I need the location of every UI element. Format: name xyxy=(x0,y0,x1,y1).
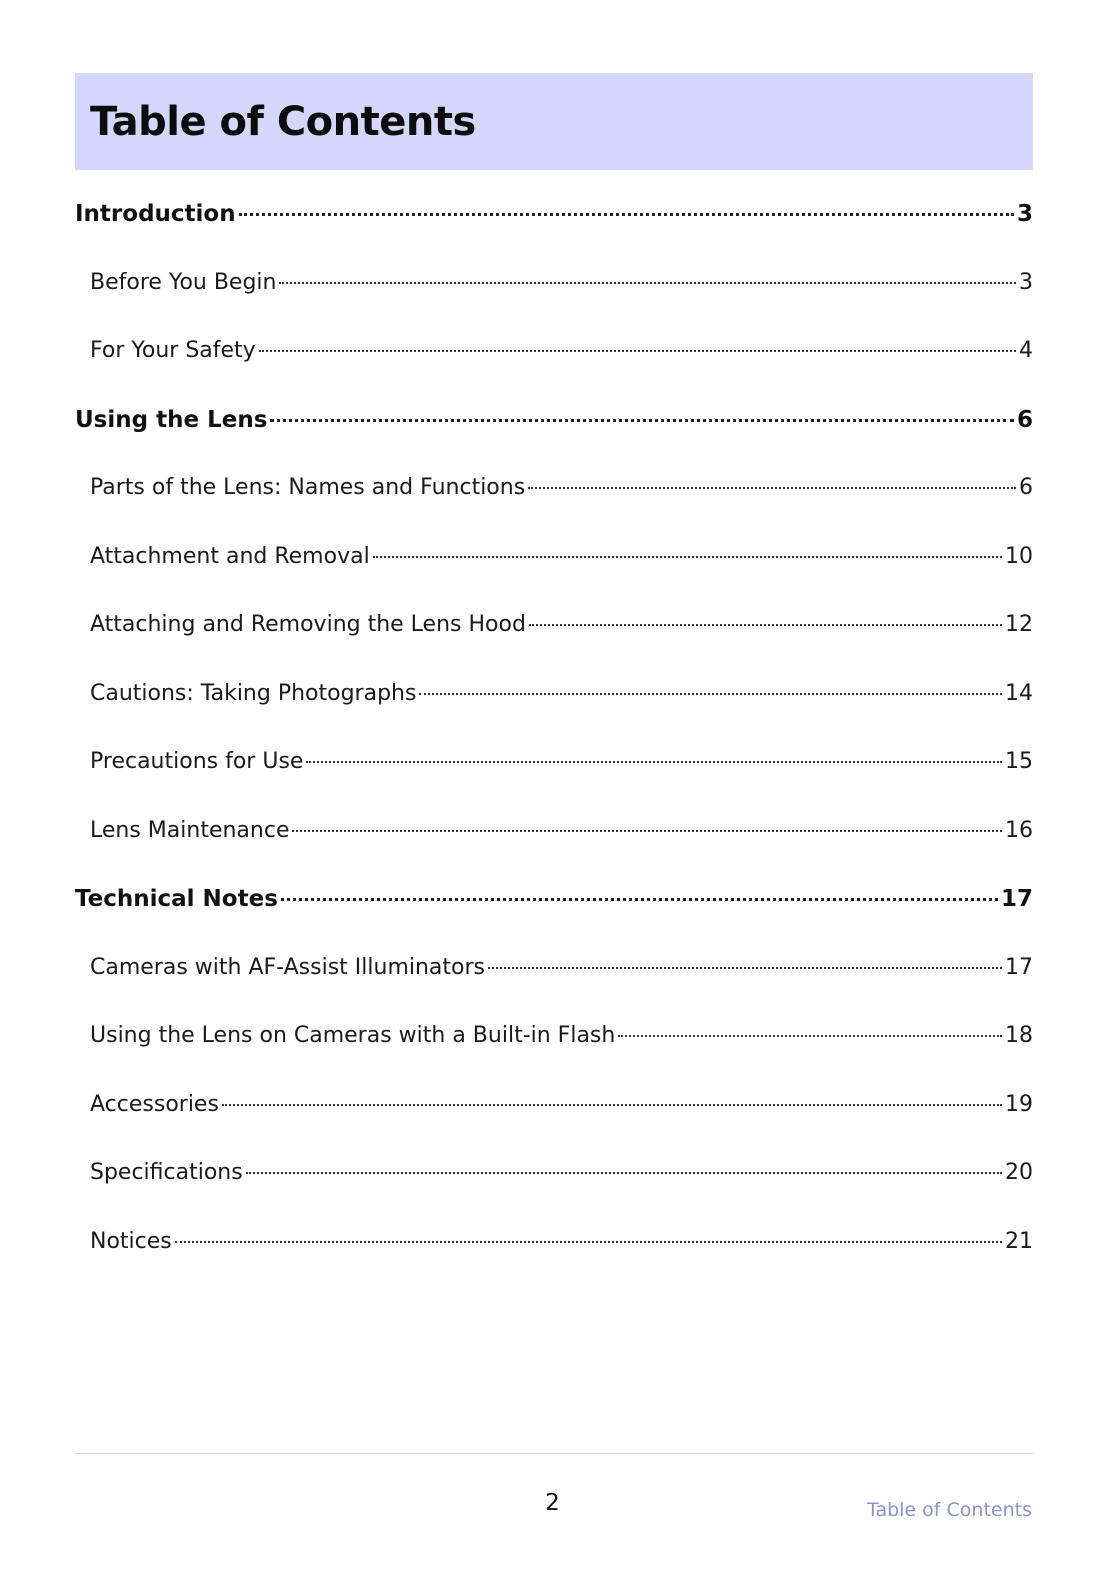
toc-page-number: 17 xyxy=(1005,954,1033,980)
toc-item-af-assist-illuminators[interactable] xyxy=(75,944,1033,1013)
dot-leader xyxy=(373,556,1002,558)
toc-page-number: 3 xyxy=(1019,269,1033,295)
toc-item-label: Before You Begin xyxy=(90,269,277,295)
toc-page-number: 6 xyxy=(1019,475,1033,500)
toc-item-label: Using the Lens on Cameras with a Built-in Flash xyxy=(90,1023,616,1048)
dot-leader xyxy=(259,350,1016,352)
dot-leader xyxy=(292,830,1002,832)
toc-item-label: Lens Maintenance xyxy=(90,817,290,843)
toc-item-label: Attaching and Removing the Lens Hood xyxy=(90,612,526,637)
footer-page-number: 2 xyxy=(545,1490,560,1516)
toc-item-label: Attachment and Removal xyxy=(90,543,370,569)
dot-leader xyxy=(175,1241,1002,1243)
title-band xyxy=(75,73,1033,170)
toc-item-attachment-and-removal[interactable] xyxy=(75,533,1033,602)
toc-page-number: 21 xyxy=(1005,1228,1033,1254)
dot-leader xyxy=(529,624,1002,626)
toc-item-lens-maintenance[interactable] xyxy=(75,807,1033,876)
toc-section-using-the-lens[interactable] xyxy=(75,396,1033,465)
footer-divider xyxy=(75,1453,1033,1454)
toc-item-label: Specifications xyxy=(90,1160,243,1185)
toc-item-label: Cameras with AF-Assist Illuminators xyxy=(90,954,486,980)
toc-item-cautions-taking-photographs[interactable] xyxy=(75,670,1033,739)
dot-leader xyxy=(246,1172,1002,1174)
dot-leader xyxy=(222,1104,1002,1106)
dot-leader xyxy=(270,419,1014,422)
toc-section-technical-notes[interactable] xyxy=(75,875,1033,944)
toc-item-parts-of-the-lens[interactable] xyxy=(75,464,1033,533)
toc-item-label: Notices xyxy=(90,1228,172,1254)
dot-leader xyxy=(528,487,1016,489)
dot-leader xyxy=(239,213,1014,216)
toc-item-label: Cautions: Taking Photographs xyxy=(90,680,417,706)
page-title: Table of Contents xyxy=(90,98,476,145)
toc-page-number: 6 xyxy=(1016,406,1033,433)
dot-leader xyxy=(419,693,1002,695)
table-of-contents xyxy=(75,190,1033,1286)
toc-item-built-in-flash[interactable] xyxy=(75,1012,1033,1081)
toc-page-number: 10 xyxy=(1005,543,1033,569)
toc-page-number: 12 xyxy=(1005,612,1033,637)
toc-page-number: 20 xyxy=(1005,1160,1033,1185)
toc-item-accessories[interactable] xyxy=(75,1081,1033,1150)
toc-section-label: Technical Notes xyxy=(75,886,278,912)
toc-page-number: 19 xyxy=(1005,1091,1033,1117)
toc-section-label: Introduction xyxy=(75,201,236,227)
toc-page-number: 16 xyxy=(1005,817,1033,843)
toc-page-number: 4 xyxy=(1019,338,1033,363)
toc-page-number: 17 xyxy=(1000,886,1033,912)
toc-item-for-your-safety[interactable] xyxy=(75,327,1033,396)
toc-item-specifications[interactable] xyxy=(75,1149,1033,1218)
dot-leader xyxy=(279,282,1016,284)
toc-page-number: 15 xyxy=(1005,749,1033,774)
toc-page-number: 3 xyxy=(1016,201,1033,227)
toc-item-lens-hood[interactable] xyxy=(75,601,1033,670)
dot-leader xyxy=(618,1035,1002,1037)
toc-page-number: 14 xyxy=(1005,680,1033,706)
toc-section-introduction[interactable] xyxy=(75,190,1033,259)
toc-item-before-you-begin[interactable] xyxy=(75,259,1033,328)
footer-toc-link[interactable]: Table of Contents xyxy=(867,1499,1032,1521)
dot-leader xyxy=(488,967,1002,969)
dot-leader xyxy=(306,761,1002,763)
dot-leader xyxy=(281,898,998,901)
toc-item-precautions-for-use[interactable] xyxy=(75,738,1033,807)
toc-item-notices[interactable] xyxy=(75,1218,1033,1287)
toc-page-number: 18 xyxy=(1005,1023,1033,1048)
toc-item-label: Accessories xyxy=(90,1091,219,1117)
toc-item-label: Precautions for Use xyxy=(90,749,304,774)
toc-section-label: Using the Lens xyxy=(75,406,268,433)
toc-item-label: Parts of the Lens: Names and Functions xyxy=(90,475,526,500)
toc-item-label: For Your Safety xyxy=(90,338,256,363)
